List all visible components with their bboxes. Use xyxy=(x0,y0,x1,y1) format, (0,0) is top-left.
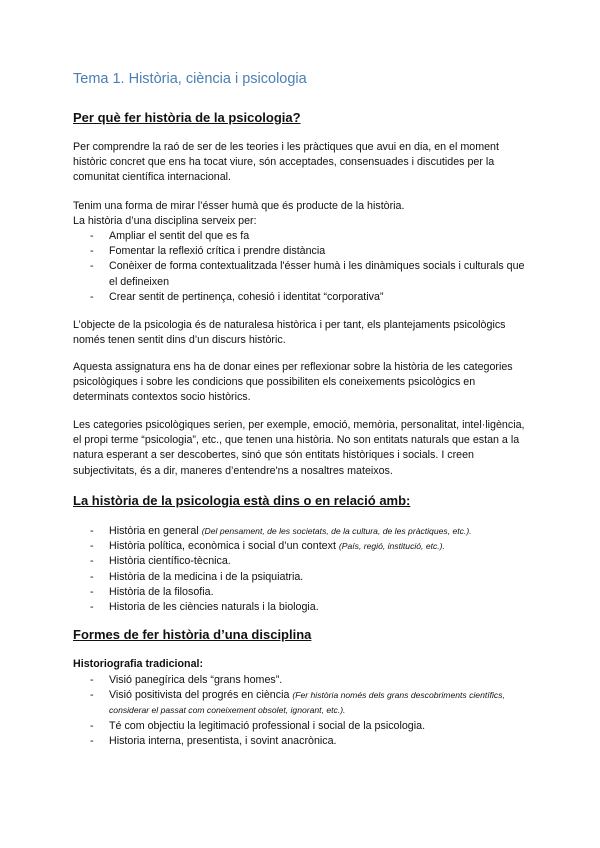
list-item xyxy=(73,290,543,305)
list-item xyxy=(73,585,543,600)
paragraph-human-gaze xyxy=(73,199,533,229)
list-item xyxy=(73,600,543,615)
list-item-text: Visió positivista del progrés en ciència xyxy=(109,689,293,702)
dash-bullet: - xyxy=(90,555,94,568)
list-item-text: Crear sentit de pertinença, cohesió i identitat “corporativa” xyxy=(109,290,384,303)
paragraph-text: Aquesta assignatura ens ha de donar eines per reflexionar sobre la història de les categories psicològiques i sobre les condicions que possibiliten els coneixements psicològics en determinats contextos socio històrics. xyxy=(73,361,513,404)
section-heading-forms: Formes de fer història d’una disciplina xyxy=(73,627,312,642)
list-item-text: Conèixer de forma contextualitzada l'ésser humà i les dinàmiques socials i culturals que el defineixen xyxy=(109,260,525,288)
list-item-text: Ampliar el sentit del que es fa xyxy=(109,230,250,242)
dash-bullet: - xyxy=(90,689,94,702)
list-item-text: Historia de les ciències naturals i la biologia. xyxy=(109,601,319,614)
list-item-text: Historia interna, presentista, i sovint anacrònica. xyxy=(109,734,337,747)
list-item-text: Fomentar la reflexió crítica i prendre distància xyxy=(109,245,326,258)
dash-bullet: - xyxy=(90,674,94,686)
paragraph-line: La història d’una disciplina serveix per: xyxy=(73,215,257,228)
paragraph-course xyxy=(73,360,533,406)
list-item-note: (Fer història només dels grans descobriments científics, considerar el passat com coneixement obsolet, ignorant, etc.). xyxy=(109,690,505,716)
list-item-text: Té com objectiu la legitimació professional i social de la psicologia. xyxy=(109,719,426,732)
paragraph-text: Les categories psicològiques serien, per exemple, emoció, memòria, personalitat, intel·ligència, el propi terme “psicologia”, etc., que tenen una història. No son entitats naturals que estan a la natura esperant a ser descobertes, sinó que són entitats històriques i socials. I creen subjectivitats, és a dir, maneres d’entendre'ns a nosaltres mateixos. xyxy=(73,419,525,477)
paragraph-text: Per comprendre la raó de ser de les teories i les pràctiques que avui en dia, en el moment històric concret que ens ha tocat viure, són acceptades, consensuades i discutides per la comunitat científica internacional. xyxy=(73,141,499,184)
list-item-text: Història científico-tècnica. xyxy=(109,555,231,568)
list-item xyxy=(73,673,543,688)
list-item-text: Història en general xyxy=(109,525,202,537)
paragraph-categories xyxy=(73,418,533,479)
paragraph-line: Tenim una forma de mirar l’ésser humà que és producte de la història. xyxy=(73,200,405,212)
paragraph-object xyxy=(73,318,533,348)
list-item-text: Visió panegírica dels “grans homes”. xyxy=(109,674,283,686)
list-item xyxy=(73,734,543,749)
dash-bullet: - xyxy=(90,601,94,614)
paragraph-text: L’objecte de la psicologia és de naturalesa històrica i per tant, els plantejaments psicològics només tenen sentit dins d’un discurs històric. xyxy=(73,319,506,347)
list-item-note: (País, regió, institució, etc.). xyxy=(338,541,445,552)
list-item xyxy=(73,570,543,585)
list-item xyxy=(73,554,543,569)
list-item xyxy=(73,229,543,244)
dash-bullet: - xyxy=(90,290,94,303)
list-item xyxy=(73,688,543,718)
list-item-note: (Del pensament, de les societats, de la cultura, de les pràctiques, etc.). xyxy=(201,526,472,536)
list-item xyxy=(73,719,543,734)
dash-bullet: - xyxy=(90,525,94,537)
list-item-text: Història política, econòmica i social d’un context xyxy=(109,540,339,553)
dash-bullet: - xyxy=(90,719,94,732)
dash-bullet: - xyxy=(90,230,94,242)
bullet-list-purposes xyxy=(73,229,543,305)
paragraph-intro xyxy=(73,140,533,186)
list-item-text: Història de la medicina i de la psiquiatria. xyxy=(109,570,304,583)
dash-bullet: - xyxy=(90,585,94,598)
subheading-traditional-historiography: Historiografia tradicional: xyxy=(73,658,204,670)
list-item xyxy=(73,259,543,289)
dash-bullet: - xyxy=(90,540,94,553)
section-heading-relation: La història de la psicologia està dins o en relació amb: xyxy=(73,493,411,508)
bullet-list-relations xyxy=(73,524,543,615)
list-item-text: Història de la filosofia. xyxy=(109,585,214,598)
list-item xyxy=(73,244,543,259)
dash-bullet: - xyxy=(90,570,94,583)
list-item xyxy=(73,539,543,554)
dash-bullet: - xyxy=(90,734,94,747)
list-item xyxy=(73,524,543,539)
bullet-list-traditional xyxy=(73,673,543,749)
section-heading-why-history: Per què fer història de la psicologia? xyxy=(73,110,301,125)
dash-bullet: - xyxy=(90,260,94,273)
document-title: Tema 1. Història, ciència i psicologia xyxy=(73,71,307,87)
dash-bullet: - xyxy=(90,245,94,258)
